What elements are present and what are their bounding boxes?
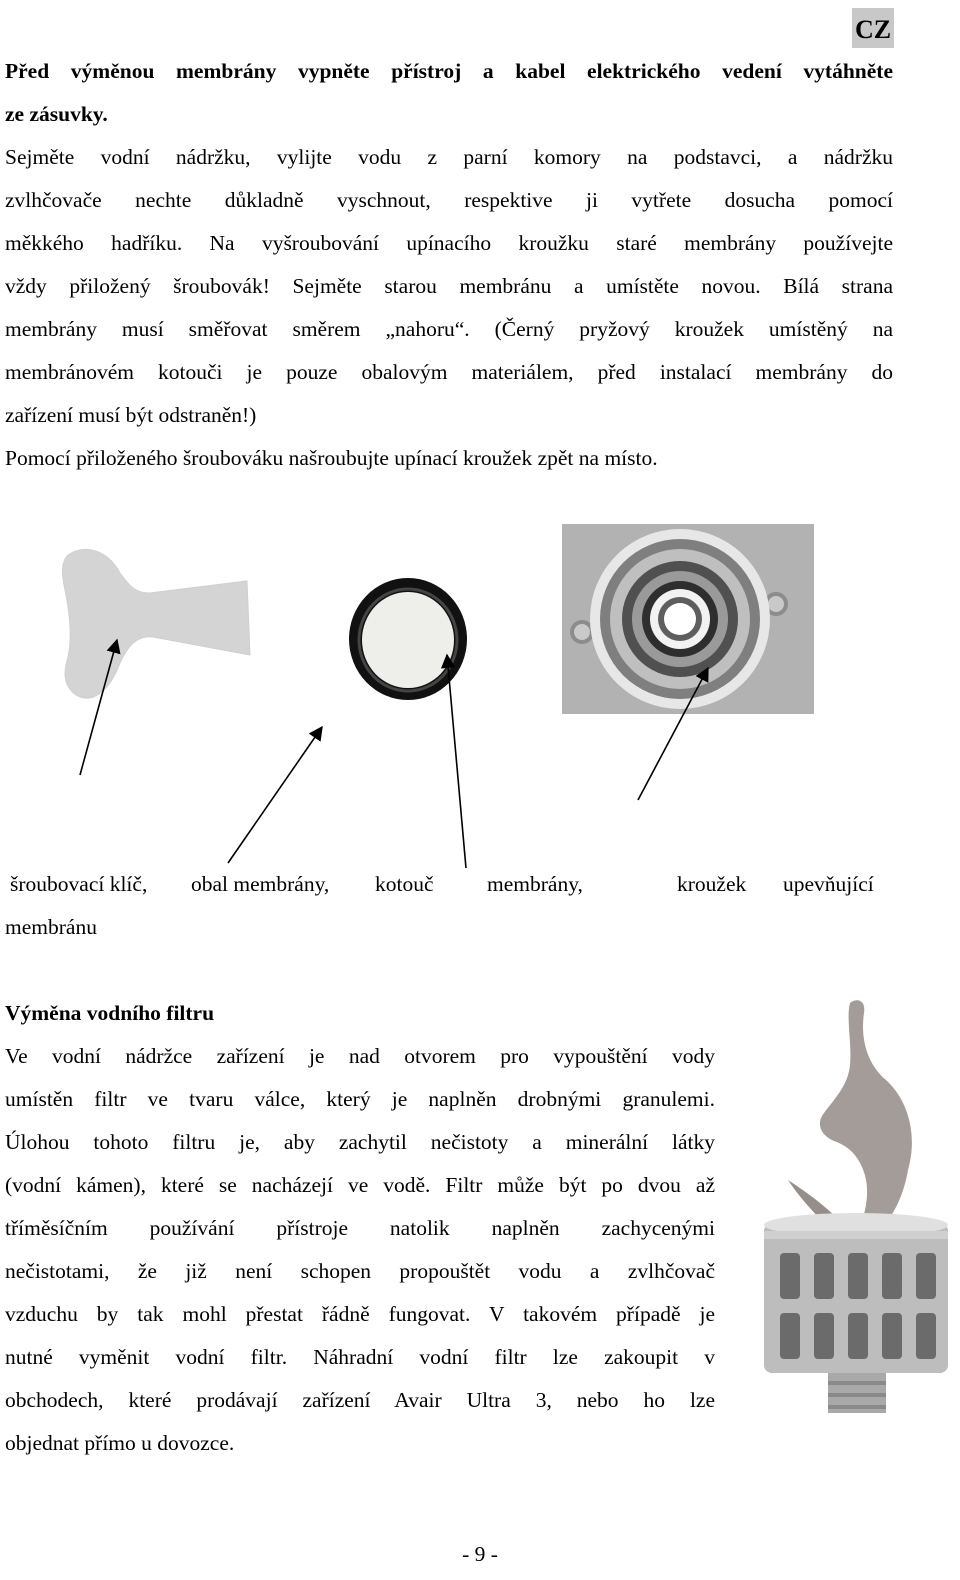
warning-line-2: ze zásuvky. bbox=[5, 102, 108, 126]
filter-line-9: obchodech, které prodávají zařízení Avair Ultra 3, nebo ho lze bbox=[5, 1388, 715, 1412]
caption-cover: obal membrány, bbox=[191, 872, 330, 896]
filter-line-4: (vodní kámen), které se nacházejí ve vodě. Filtr může být po dvou až bbox=[5, 1173, 715, 1197]
caption-ring-1: kroužek bbox=[677, 872, 747, 896]
language-tag: CZ bbox=[852, 8, 894, 48]
ring-arrow bbox=[638, 668, 708, 800]
filter-line-10: objednat přímo u dovozce. bbox=[5, 1431, 235, 1455]
intro-text bbox=[5, 50, 893, 480]
key-arrow bbox=[80, 640, 117, 775]
filter-line-6: nečistotami, že již není schopen propouštět vodu a zvlhčovač bbox=[5, 1259, 715, 1283]
intro-line-6: membránovém kotouči je pouze obalovým materiálem, před instalací membrány do bbox=[5, 360, 893, 384]
intro-line-7: zařízení musí být odstraněn!) bbox=[5, 403, 257, 427]
intro-line-4: vždy přiložený šroubovák! Sejměte starou membránu a umístěte novou. Bílá strana bbox=[5, 274, 893, 298]
intro-line-8: Pomocí přiloženého šroubováku našroubujte upínací kroužek zpět na místo. bbox=[5, 446, 658, 470]
filter-line-2: umístěn filtr ve tvaru válce, který je naplněn drobnými granulemi. bbox=[5, 1087, 715, 1111]
intro-line-3: měkkého hadříku. Na vyšroubování upínacího kroužku staré membrány používejte bbox=[5, 231, 893, 255]
page-number: - 9 - bbox=[462, 1542, 498, 1566]
filter-text bbox=[5, 1035, 715, 1465]
warning-line-1: Před výměnou membrány vypněte přístroj a kabel elektrického vedení vytáhněte bbox=[5, 59, 893, 83]
filter-line-7: vzduchu by tak mohl přestat řádně fungovat. V takovém případě je bbox=[5, 1302, 715, 1326]
filter-heading: Výměna vodního filtru bbox=[5, 1001, 215, 1025]
intro-line-5: membrány musí směřovat směrem „nahoru“. (Černý pryžový kroužek umístěný na bbox=[5, 317, 893, 341]
disc-arrow bbox=[447, 655, 466, 868]
pointer-arrows bbox=[0, 620, 960, 880]
filter-line-1: Ve vodní nádržce zařízení je nad otvorem pro vypouštění vody bbox=[5, 1044, 715, 1068]
filter-line-5: tříměsíčním používání přístroje natolik naplněn zachycenými bbox=[5, 1216, 715, 1240]
cover-arrow bbox=[228, 727, 322, 863]
intro-line-2: zvlhčovače nechte důkladně vyschnout, respektive ji vytřete dosucha pomocí bbox=[5, 188, 893, 212]
caption-key: šroubovací klíč, bbox=[10, 872, 148, 896]
filter-line-3: Úlohou tohoto filtru je, aby zachytil nečistoty a minerální látky bbox=[5, 1130, 715, 1154]
caption-ring-2: upevňující bbox=[783, 872, 874, 896]
caption-disc-2: membrány, bbox=[487, 872, 583, 896]
caption-disc-1: kotouč bbox=[375, 872, 434, 896]
water-filter-image bbox=[758, 995, 953, 1420]
caption-ring-3: membránu bbox=[5, 915, 97, 939]
filter-line-8: nutné vyměnit vodní filtr. Náhradní vodní filtr lze zakoupit v bbox=[5, 1345, 715, 1369]
intro-line-1: Sejměte vodní nádržku, vylijte vodu z parní komory na podstavci, a nádržku bbox=[5, 145, 893, 169]
